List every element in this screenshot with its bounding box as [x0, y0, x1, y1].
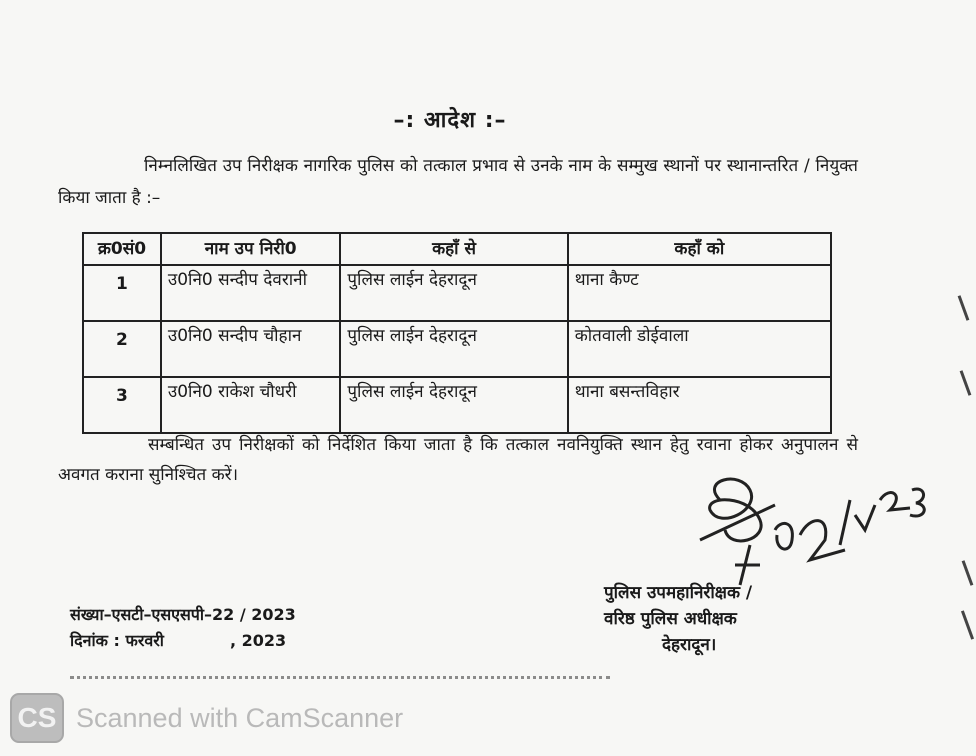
camscanner-text: Scanned with CamScanner	[76, 702, 404, 733]
camscanner-watermark	[10, 694, 403, 742]
header-name: नाम उप निरी0	[161, 233, 340, 265]
cell-to: थाना बसन्तविहार	[568, 377, 831, 433]
table-row	[83, 377, 831, 433]
date-year: , 2023	[229, 631, 287, 650]
date-label: दिनांक : फरवरी	[70, 631, 164, 650]
cell-name: उ0नि0 सन्दीप चौहान	[161, 321, 340, 377]
transfer-table	[82, 232, 832, 434]
signatory-line2: वरिष्ठ पुलिस अधीक्षक	[604, 609, 737, 629]
cut-off-text-line	[70, 676, 610, 689]
edge-mark	[958, 295, 970, 320]
cell-to: थाना कैण्ट	[568, 265, 831, 321]
cell-serial: 3	[83, 377, 161, 433]
cell-from: पुलिस लाईन देहरादून	[340, 265, 567, 321]
cell-from: पुलिस लाईन देहरादून	[340, 321, 567, 377]
signatory-line1: पुलिस उपमहानिरीक्षक /	[604, 583, 753, 603]
header-from: कहाँ से	[340, 233, 567, 265]
order-heading: –: आदेश :–	[393, 108, 507, 133]
intro-text: निम्नलिखित उप निरीक्षक नागरिक पुलिस को तत्काल प्रभाव से उनके नाम के सम्मुख स्थानों पर स्थानान्तरित / नियुक्त किया जाता है :–	[58, 156, 858, 208]
reference-block	[70, 602, 296, 654]
table-row	[83, 321, 831, 377]
camscanner-logo-icon: CS	[10, 693, 64, 743]
signatory-line3: देहरादून।	[662, 635, 717, 655]
closing-text: सम्बन्धित उप निरीक्षकों को निर्देशित किया जाता है कि तत्काल नवनियुक्ति स्थान हेतु रवाना होकर अनुपालन से अवगत कराना सुनिश्चित करें।	[58, 435, 858, 485]
header-serial: क्र0सं0	[83, 233, 161, 265]
reference-date	[70, 628, 296, 654]
cell-from: पुलिस लाईन देहरादून	[340, 377, 567, 433]
signatory-block	[604, 580, 752, 658]
cell-name: उ0नि0 सन्दीप देवरानी	[161, 265, 340, 321]
table-row	[83, 265, 831, 321]
edge-mark	[962, 560, 974, 585]
cell-serial: 2	[83, 321, 161, 377]
intro-paragraph	[58, 150, 858, 214]
cell-name: उ0नि0 राकेश चौधरी	[161, 377, 340, 433]
reference-number: संख्या–एसटी–एसएसपी–22 / 2023	[70, 605, 296, 624]
edge-mark	[961, 610, 974, 639]
header-to: कहाँ को	[568, 233, 831, 265]
cell-to: कोतवाली डोईवाला	[568, 321, 831, 377]
table-header-row	[83, 233, 831, 265]
edge-mark	[960, 370, 972, 395]
cell-serial: 1	[83, 265, 161, 321]
